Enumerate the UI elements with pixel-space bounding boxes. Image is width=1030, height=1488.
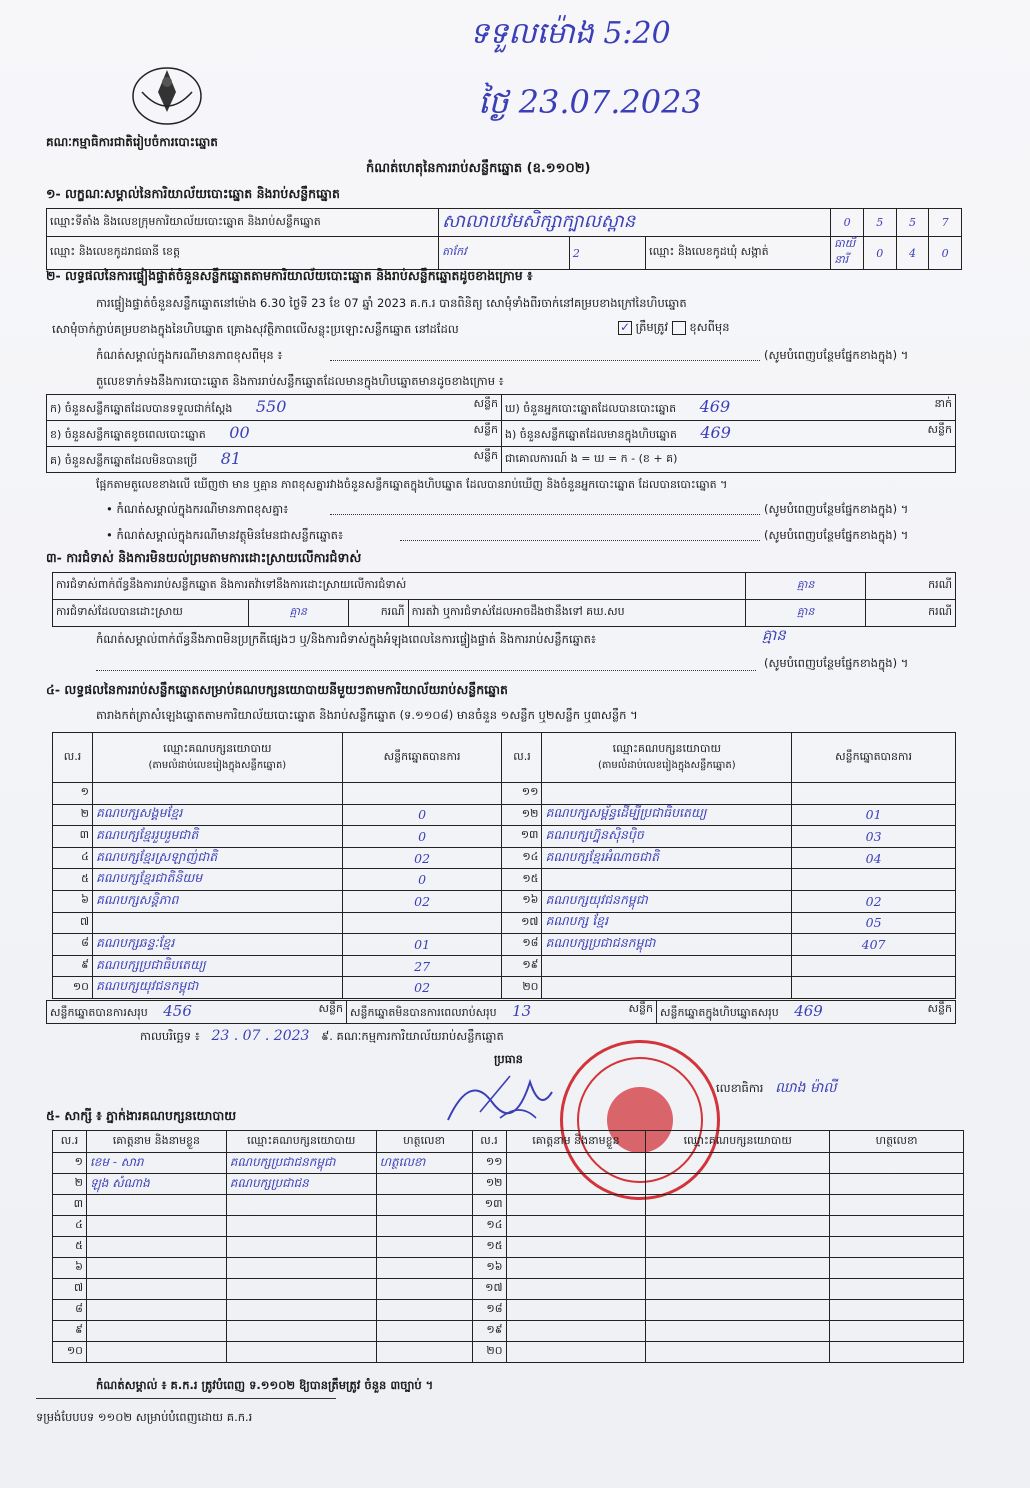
party-name: គណបក្សប្រជាធិបតេយ្យ	[92, 955, 342, 977]
commune-label: ឈ្មោះ និងលេខកូដឃុំ សង្កាត់	[646, 237, 831, 270]
section1-heading: ១- លក្ខណៈសម្គាល់នៃការិយាល័យបោះឆ្នោត និងរាប់សន្លឹកឆ្នោត	[46, 186, 340, 201]
count-a-label: ក) ចំនួនសន្លឹកឆ្នោតដែលបានទទួលជាក់ស្តែង	[50, 402, 233, 415]
province-code: 2	[569, 237, 645, 270]
commune-code-digit: 0	[863, 237, 896, 270]
vote-count: 02	[342, 977, 502, 999]
station-code-digit: 7	[929, 209, 962, 237]
witness-name	[506, 1300, 646, 1321]
witness-party	[646, 1342, 830, 1363]
count-b-value: 00	[229, 423, 250, 442]
nec-emblem-icon	[128, 62, 206, 128]
unit-label: សន្លឹក	[318, 1002, 343, 1015]
party-name	[542, 977, 792, 999]
party-name: គណបក្សសន្តិភាព	[92, 890, 342, 912]
verification-paragraph-2: សោមុំចាក់ភ្ជាប់គម្របខាងក្នុងនៃហិបឆ្នោត គ្រោងសុវត្ថិភាពលើសន្លុះប្រឡោះសន្លឹកឆ្នោត នៅដដែល	[52, 322, 459, 336]
col-party: ឈ្មោះគណបក្សនយោបាយ (តាមលំដាប់លេខរៀងក្នុងសន្លឹកឆ្នោត)	[542, 733, 792, 783]
row-number: ២០	[502, 977, 542, 999]
counts-table	[46, 394, 956, 473]
party-name: គណបក្សខ្មែរអំណាចជាតិ	[542, 847, 792, 869]
party-name	[92, 912, 342, 934]
results-table	[52, 732, 956, 999]
row-number: ១២	[502, 804, 542, 826]
section4-intro: តារាងកត់ត្រាសំឡេងឆ្នោតតាមការិយាល័យបោះឆ្នោត និងរាប់សន្លឹកឆ្នោត (ទ.១១០៨) មានចំនួន ១សន្លឹក ឬ២សន្លឹក ឬ៣សន្លឹក ។	[96, 708, 638, 722]
witness-party	[646, 1321, 830, 1342]
case-label: ករណី	[866, 573, 956, 600]
row-number: ១៨	[472, 1300, 506, 1321]
party-name	[542, 783, 792, 805]
total-valid-label: សន្លឹកឆ្នោតបានការសរុប	[50, 1006, 148, 1019]
col-no: ល.រ	[472, 1131, 506, 1153]
form-reference: ទម្រង់បែបបទ ១១០២ សម្រាប់បំពេញដោយ គ.ក.រ	[36, 1410, 253, 1424]
table-row	[53, 804, 956, 826]
results-totals	[46, 1000, 956, 1024]
party-name: គណបក្សខ្មែរជាតិនិយម	[92, 869, 342, 891]
party-name	[542, 955, 792, 977]
row-number: ៩	[53, 955, 93, 977]
vote-count: 02	[342, 847, 502, 869]
witness-signature	[376, 1300, 472, 1321]
witness-name	[86, 1279, 226, 1300]
station-code-digit: 0	[831, 209, 864, 237]
party-name: គណបក្សខ្មែរស្រឡាញ់ជាតិ	[92, 847, 342, 869]
row-number: ៤	[53, 847, 93, 869]
province-value: តាកែវ	[439, 237, 570, 270]
vote-count: 02	[342, 890, 502, 912]
table-row	[53, 1237, 964, 1258]
unit-label: សន្លឹក	[473, 449, 498, 462]
witness-name	[86, 1342, 226, 1363]
witness-party	[226, 1300, 376, 1321]
witness-signature	[376, 1258, 472, 1279]
total-invalid-value: 13	[512, 1002, 532, 1020]
witness-party	[646, 1153, 830, 1174]
witness-name: ឡុង សំណាង	[86, 1174, 226, 1195]
party-name	[92, 783, 342, 805]
appeal-label: ការតវ៉ា ឬការជំទាស់ដែលអាចដឹងថានឹងទៅ គឃ.សប	[408, 600, 746, 627]
table-row	[53, 1321, 964, 1342]
vote-count: 03	[792, 826, 956, 848]
diff-note-label: កំណត់សម្គាល់ក្នុងករណីមានភាពខុសពីមុន ៖	[96, 348, 283, 362]
vote-count: 01	[342, 934, 502, 956]
table-row	[53, 826, 956, 848]
row-number: ១	[53, 783, 93, 805]
vote-count	[792, 955, 956, 977]
case-label: ករណី	[348, 600, 408, 627]
row-number: ១០	[53, 1342, 87, 1363]
party-name: គណបក្សប្រជាជនកម្ពុជា	[542, 934, 792, 956]
witness-party	[226, 1216, 376, 1237]
witness-party	[646, 1174, 830, 1195]
counts-intro: តួលេខទាក់ទងនឹងការបោះឆ្នោត និងការរាប់សន្លឹកឆ្នោតដែលមានក្នុងហិបឆ្នោតមានដូចខាងក្រោម ៖	[96, 374, 504, 388]
row-number: ១១	[472, 1153, 506, 1174]
row-number: ១៤	[472, 1216, 506, 1237]
table-row	[53, 869, 956, 891]
party-name: គណបក្សខ្មែររួបរួមជាតិ	[92, 826, 342, 848]
row-number: ១០	[53, 977, 93, 999]
correct-checkbox[interactable]: ✓	[619, 319, 631, 334]
unit-label: សន្លឹក	[927, 1002, 952, 1015]
witness-party	[226, 1342, 376, 1363]
irregularity-line	[96, 670, 756, 671]
witness-signature	[376, 1195, 472, 1216]
vote-count	[342, 912, 502, 934]
row-number: ៦	[53, 890, 93, 912]
table-row	[53, 1342, 964, 1363]
resolved-value: គ្មាន	[248, 600, 348, 627]
unit-label: នាក់	[934, 397, 952, 410]
party-name: គណបក្សសម្ព័ន្ធដើម្បីប្រជាធិបតេយ្យ	[542, 804, 792, 826]
footer-divider	[36, 1398, 336, 1399]
vote-count	[342, 783, 502, 805]
party-name: គណបក្សហ្វ៊ុនស៊ិនប៉ិច	[542, 826, 792, 848]
committee-label: ៩. គណៈកម្មការការិយាល័យរាប់សន្លឹកឆ្នោត	[321, 1029, 504, 1043]
table-row	[53, 1174, 964, 1195]
case-label: ករណី	[866, 600, 956, 627]
col-party: ឈ្មោះគណបក្សនយោបាយ (តាមលំដាប់លេខរៀងក្នុងសន្លឹកឆ្នោត)	[92, 733, 342, 783]
vote-count: 0	[342, 804, 502, 826]
party-name: គណបក្សឆន្ទៈខ្មែរ	[92, 934, 342, 956]
unit-label: សន្លឹក	[927, 423, 952, 436]
irregularity-note: កំណត់សម្គាល់ពាក់ព័ន្ធនឹងភាពមិនប្រក្រតីផ្សេងៗ ឬ/និងការជំទាស់ក្នុងអំឡុងពេលនៃការផ្ទៀងផ្ទាត់ និងការរាប់សន្លឹកឆ្នោត៖	[96, 632, 596, 646]
row-number: ៦	[53, 1258, 87, 1279]
diff-note-hint: (សូមបំពេញបន្ថែមផ្នែកខាងក្នុង) ។	[764, 348, 909, 362]
diff-note-line	[330, 360, 760, 361]
witness-signature	[830, 1237, 964, 1258]
check-line: ផ្អែកតាមតួលេខខាងលើ ឃើញថា មាន ឬគ្មាន ភាពខុសគ្នារវាងចំនួនសន្លឹកឆ្នោតក្នុងហិបឆ្នោត ដែលបានរាប់ឃើញ និងចំនួនអ្នកបោះឆ្នោត ដែលបានបោះឆ្នោត ។	[96, 478, 728, 491]
count-a-value: 550	[255, 397, 287, 416]
witness-signature	[830, 1342, 964, 1363]
witness-party	[646, 1216, 830, 1237]
row-number: ១៣	[472, 1195, 506, 1216]
row-number: ៤	[53, 1216, 87, 1237]
station-code-digit: 5	[896, 209, 929, 237]
row-number: ៥	[53, 869, 93, 891]
row-number: ២	[53, 804, 93, 826]
witness-signature	[830, 1258, 964, 1279]
objection-label: ការជំទាស់ពាក់ព័ន្ធនឹងការរាប់សន្លឹកឆ្នោត និងការតវ៉ាទៅនឹងការដោះស្រាយលើការជំទាស់	[53, 573, 746, 600]
witness-signature	[830, 1174, 964, 1195]
count-c-value: 81	[220, 449, 242, 468]
count-d-value: 469	[699, 397, 731, 416]
row-number: ១៩	[472, 1321, 506, 1342]
col-no: ល.រ	[502, 733, 542, 783]
witness-party	[646, 1258, 830, 1279]
total-box-value: 469	[794, 1002, 823, 1020]
row-number: ២០	[472, 1342, 506, 1363]
row-number: ២	[53, 1174, 87, 1195]
table-row	[53, 934, 956, 956]
witness-party	[646, 1279, 830, 1300]
vote-count: 02	[792, 890, 956, 912]
party-name: គណបក្សយុវជនកម្ពុជា	[542, 890, 792, 912]
row-number: ១៨	[502, 934, 542, 956]
witness-party	[226, 1195, 376, 1216]
station-code-digit: 5	[863, 209, 896, 237]
witness-party	[646, 1300, 830, 1321]
bullet-object-hint: (សូមបំពេញបន្ថែមផ្នែកខាងក្នុង) ។	[764, 528, 909, 542]
row-number: ១៣	[502, 826, 542, 848]
vote-count: 05	[792, 912, 956, 934]
col-no: ល.រ	[53, 733, 93, 783]
correct-label: ត្រឹមត្រូវ	[635, 320, 669, 334]
witness-name	[506, 1153, 646, 1174]
row-number: ៣	[53, 1195, 87, 1216]
vote-count: 407	[792, 934, 956, 956]
witness-signature	[376, 1237, 472, 1258]
table-row	[53, 1300, 964, 1321]
witness-name	[506, 1321, 646, 1342]
witness-signature	[830, 1300, 964, 1321]
commune-code-digit: 4	[896, 237, 929, 270]
chair-signature	[440, 1062, 560, 1126]
witness-signature	[830, 1279, 964, 1300]
row-number: ៨	[53, 1300, 87, 1321]
bullet-diff-line	[330, 514, 760, 515]
witness-name	[506, 1258, 646, 1279]
witness-signature	[830, 1195, 964, 1216]
vote-count: 27	[342, 955, 502, 977]
table-row	[53, 1258, 964, 1279]
date-value: 23 . 07 . 2023	[211, 1028, 310, 1044]
issuer-name: គណៈកម្មាធិការជាតិរៀបចំការបោះឆ្នោត	[46, 135, 218, 149]
total-valid-value: 456	[163, 1002, 192, 1020]
vote-count: 04	[792, 847, 956, 869]
total-invalid-label: សន្លឹកឆ្នោតមិនបានការពេលរាប់សរុប	[350, 1006, 497, 1019]
section2-heading: ២- លទ្ធផលនៃការផ្ទៀងផ្ទាត់ចំនួនសន្លឹកឆ្នោតតាមការិយាល័យបោះឆ្នោត និងរាប់សន្លឹកឆ្នោតដូចខាងក្រោម ៖	[46, 268, 533, 283]
table-row	[53, 890, 956, 912]
unit-label: សន្លឹក	[628, 1002, 653, 1015]
col-party: ឈ្មោះគណបក្សនយោបាយ	[646, 1131, 830, 1153]
date-prefix: កាលបរិច្ឆេទ ៖	[140, 1029, 200, 1043]
verification-paragraph: ការផ្ទៀងផ្ទាត់ចំនួនសន្លឹកឆ្នោតនៅម៉ោង 6.30 ថ្ងៃទី 23 ខែ 07 ឆ្នាំ 2023 គ.ក.រ បានពិនិត្យ សោមុំទាំងពីរចាក់នៅគម្របខាងក្រៅនៃហិបឆ្នោត	[96, 296, 687, 310]
section3-heading: ៣- ការជំទាស់ និងការមិនយល់ព្រមតាមការដោះស្រាយលើការជំទាស់	[46, 550, 362, 565]
secretary-line	[716, 1078, 837, 1099]
witness-party	[226, 1237, 376, 1258]
witness-name	[506, 1237, 646, 1258]
witness-party: គណបក្សប្រជាជន	[226, 1174, 376, 1195]
witness-table	[52, 1130, 964, 1363]
objection-table	[52, 572, 956, 627]
table-row	[53, 847, 956, 869]
table-row	[53, 1216, 964, 1237]
bullet-object-line	[400, 540, 760, 541]
table-row	[53, 912, 956, 934]
witness-name	[86, 1237, 226, 1258]
witness-signature	[830, 1153, 964, 1174]
witness-signature	[376, 1321, 472, 1342]
party-name: គណបក្ស ខ្មែរ	[542, 912, 792, 934]
bullet-object-note: • កំណត់សម្គាល់ក្នុងករណីមានវត្ថុមិនមែនជាសន្លឹកឆ្នោត៖	[106, 528, 344, 542]
row-number: ១	[53, 1153, 87, 1174]
vote-count	[792, 977, 956, 999]
count-d-label: ឃ) ចំនួនអ្នកបោះឆ្នោតដែលបានបោះឆ្នោត	[505, 402, 677, 415]
row-number: ៥	[53, 1237, 87, 1258]
row-number: ១៧	[502, 912, 542, 934]
objection-value: គ្មាន	[746, 573, 866, 600]
footer-note: កំណត់សម្គាល់ ៖ គ.ក.រ ត្រូវបំពេញ ទ.១១០២ ឱ្យបានត្រឹមត្រូវ ចំនួន ៣ច្បាប់ ។	[96, 1378, 434, 1392]
station-info-table	[46, 208, 962, 270]
witness-party	[646, 1237, 830, 1258]
vote-count: 0	[342, 869, 502, 891]
witness-name	[506, 1216, 646, 1237]
row-number: ១៥	[472, 1237, 506, 1258]
vote-count	[792, 783, 956, 805]
witness-name	[506, 1279, 646, 1300]
appeal-value: គ្មាន	[746, 600, 866, 627]
unit-label: សន្លឹក	[473, 423, 498, 436]
witness-party	[226, 1279, 376, 1300]
witness-name	[86, 1195, 226, 1216]
row-number: ១៤	[502, 847, 542, 869]
count-e-value: 469	[700, 423, 731, 442]
witness-signature	[376, 1174, 472, 1195]
table-row	[53, 955, 956, 977]
row-number: ១៦	[502, 890, 542, 912]
witness-party	[646, 1195, 830, 1216]
province-label: ឈ្មោះ និងលេខកូដរាជធានី ខេត្ត	[47, 237, 439, 270]
witness-name: ខេម - សារា	[86, 1153, 226, 1174]
witness-name	[86, 1258, 226, 1279]
col-sign: ហត្ថលេខា	[830, 1131, 964, 1153]
witness-party: គណបក្សប្រជាជនកម្ពុជា	[226, 1153, 376, 1174]
party-name: គណបក្សយុវជនកម្ពុជា	[92, 977, 342, 999]
secretary-label: លេខាធិការ	[716, 1081, 764, 1095]
col-name: គោត្តនាម និងនាមខ្លួន	[506, 1131, 646, 1153]
total-box-label: សន្លឹកឆ្នោតក្នុងហិបឆ្នោតសរុប	[660, 1006, 779, 1019]
row-number: ១៦	[472, 1258, 506, 1279]
witness-signature	[376, 1279, 472, 1300]
vote-count	[792, 869, 956, 891]
status-checkboxes	[618, 320, 730, 337]
commune-code-digit: 0	[929, 237, 962, 270]
unit-label: សន្លឹក	[473, 397, 498, 410]
row-number: ១៥	[502, 869, 542, 891]
table-row	[53, 1195, 964, 1216]
col-no: ល.រ	[53, 1131, 87, 1153]
count-e-label: ង) ចំនួនសន្លឹកឆ្នោតដែលមានក្នុងហិបឆ្នោត	[505, 428, 677, 441]
bullet-diff-hint: (សូមបំពេញបន្ថែមផ្នែកខាងក្នុង) ។	[764, 502, 909, 516]
witness-party	[226, 1321, 376, 1342]
party-name: គណបក្សសង្គមខ្មែរ	[92, 804, 342, 826]
col-votes: សន្លឹកឆ្នោតបានការ	[342, 733, 502, 783]
party-name	[542, 869, 792, 891]
row-number: ៨	[53, 934, 93, 956]
row-number: ៣	[53, 826, 93, 848]
witness-name	[86, 1216, 226, 1237]
witness-signature	[830, 1216, 964, 1237]
formula: ជាគោលការណ៍ ង = ឃ = ក - (ខ + គ)	[502, 447, 956, 473]
row-number: ១៧	[472, 1279, 506, 1300]
witness-name	[86, 1300, 226, 1321]
commune-value: ធាយីនារី	[831, 237, 864, 270]
row-number: ៧	[53, 1279, 87, 1300]
vote-count: 0	[342, 826, 502, 848]
table-row	[53, 1279, 964, 1300]
table-row	[53, 977, 956, 999]
section5-heading: ៥- សាក្សី ៖ ភ្នាក់ងារគណបក្សនយោបាយ	[46, 1108, 237, 1123]
station-name-value: សាលាបឋមសិក្សាក្បាលស្ពាន	[439, 209, 831, 237]
col-name: គោត្តនាម និងនាមខ្លួន	[86, 1131, 226, 1153]
count-b-label: ខ) ចំនួនសន្លឹកឆ្នោតខូចពេលបោះឆ្នោត	[50, 428, 206, 441]
witness-signature	[376, 1216, 472, 1237]
row-number: ១១	[502, 783, 542, 805]
irregularity-hint: (សូមបំពេញបន្ថែមផ្នែកខាងក្នុង) ។	[764, 656, 909, 670]
col-party: ឈ្មោះគណបក្សនយោបាយ	[226, 1131, 376, 1153]
resolved-label: ការជំទាស់ដែលបានដោះស្រាយ	[53, 600, 249, 627]
row-number: ១២	[472, 1174, 506, 1195]
row-number: ៧	[53, 912, 93, 934]
row-number: ១៩	[502, 955, 542, 977]
witness-signature: ហត្ថលេខា	[376, 1153, 472, 1174]
witness-name	[86, 1321, 226, 1342]
section4-heading: ៤- លទ្ធផលនៃការរាប់សន្លឹកឆ្នោតសម្រាប់គណបក្សនយោបាយនីមួយៗតាមការិយាល័យរាប់សន្លឹកឆ្នោត	[46, 682, 508, 697]
col-votes: សន្លឹកឆ្នោតបានការ	[792, 733, 956, 783]
handwritten-date-note: ថ្ងៃ 23.07.2023	[478, 83, 702, 121]
signing-date-line	[140, 1028, 504, 1046]
col-sign: ហត្ថលេខា	[376, 1131, 472, 1153]
witness-name	[506, 1342, 646, 1363]
chair-label: ប្រធាន	[494, 1052, 523, 1066]
handwritten-received-note: ទទួលម៉ោង 5:20	[470, 16, 671, 51]
incorrect-label: ខុសពីមុន	[689, 320, 730, 334]
bullet-diff-note: • កំណត់សម្គាល់ក្នុងករណីមានភាពខុសគ្នា៖	[106, 502, 289, 516]
witness-party	[226, 1258, 376, 1279]
witness-name	[506, 1195, 646, 1216]
incorrect-checkbox[interactable]	[672, 321, 686, 335]
count-c-label: គ) ចំនួនសន្លឹកឆ្នោតដែលមិនបានប្រើ	[50, 454, 198, 467]
table-row	[53, 1153, 964, 1174]
table-row	[53, 783, 956, 805]
witness-name	[506, 1174, 646, 1195]
secretary-name: ឈាង ម៉ាលី	[775, 1080, 837, 1096]
vote-count: 01	[792, 804, 956, 826]
witness-signature	[376, 1342, 472, 1363]
row-number: ៩	[53, 1321, 87, 1342]
station-name-label: ឈ្មោះទីតាំង និងលេខក្រុមការិយាល័យបោះឆ្នោត និងរាប់សន្លឹកឆ្នោត	[47, 209, 439, 237]
witness-signature	[830, 1321, 964, 1342]
form-title: កំណត់ហេតុនៃការរាប់សន្លឹកឆ្នោត (ឧ.១១០២)	[366, 161, 591, 176]
irregularity-value: គ្មាន	[762, 626, 786, 644]
